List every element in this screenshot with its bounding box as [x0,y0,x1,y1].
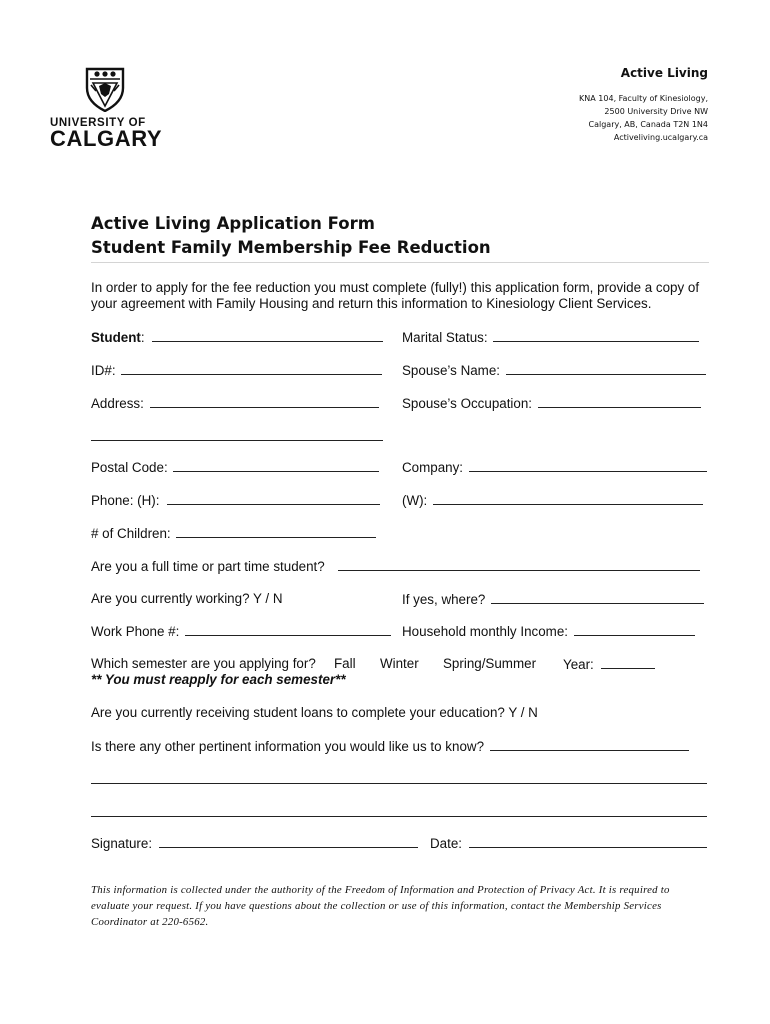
spouse-name-input-line[interactable] [506,362,706,375]
form-subtitle: Student Family Membership Fee Reduction [91,238,491,257]
if-yes-where-label: If yes, where? [402,592,486,607]
pertinent-info-input-line[interactable] [490,738,689,751]
date-input-line[interactable] [469,835,707,848]
address-line-4: Activeliving.ucalgary.ca [613,133,708,142]
semester-option-spring-summer[interactable]: Spring/Summer [443,656,537,671]
company-field[interactable] [402,459,707,475]
marital-status-label: Marital Status: [402,330,488,345]
full-part-time-label: Are you a full time or part time student? [91,559,325,574]
semester-option-winter[interactable]: Winter [380,656,419,671]
date-field[interactable] [430,835,707,851]
phone-home-label: Phone: (H): [91,493,160,508]
year-field[interactable] [563,656,655,672]
semester-option-fall[interactable]: Fall [334,656,356,671]
full-part-time-input-line[interactable] [338,558,700,571]
address-field[interactable] [91,395,379,411]
spouse-occupation-field[interactable] [402,395,701,411]
household-income-label: Household monthly Income: [402,624,568,639]
address-line-3: Calgary, AB, Canada T2N 1N4 [588,120,708,129]
work-phone-label: Work Phone #: [91,624,180,639]
household-income-field[interactable] [402,623,695,639]
student-colon: : [140,330,145,345]
signature-field[interactable] [91,835,418,851]
spouse-name-field[interactable] [402,362,706,378]
title-divider [91,262,709,263]
year-label: Year: [563,657,594,672]
company-input-line[interactable] [469,459,707,472]
full-part-time-field[interactable] [91,558,700,574]
postal-code-label: Postal Code: [91,460,168,475]
spouse-occupation-input-line[interactable] [538,395,701,408]
reapply-note: ** You must reapply for each semester** [91,672,346,687]
phone-home-input-line[interactable] [167,492,380,505]
student-field[interactable] [91,329,383,345]
currently-working-field[interactable] [91,591,283,606]
privacy-notice: This information is collected under the authority of the Freedom of Information and Protection of Privacy Act. It is required to evaluate your request. If you have questions about the collection or use of this information, contact the Membership Services Coordinator at 220-6562. [91,884,670,928]
university-logo [50,66,170,149]
spouse-occupation-label: Spouse’s Occupation: [402,396,533,411]
marital-status-field[interactable] [402,329,699,345]
calgary-text: CALGARY [50,126,163,151]
postal-code-field[interactable] [91,459,379,475]
university-of-text: UNIVERSITY OF [50,117,146,129]
pertinent-info-line-2[interactable] [91,771,707,784]
if-yes-where-field[interactable] [402,591,704,607]
if-yes-where-input-line[interactable] [491,591,704,604]
pertinent-info-line-3[interactable] [91,804,707,817]
address-line-1: KNA 104, Faculty of Kinesiology, [579,94,708,103]
children-input-line[interactable] [176,525,376,538]
company-label: Company: [402,460,464,475]
address-label: Address: [91,396,144,411]
intro-paragraph: In order to apply for the fee reduction you must complete (fully!) this application form, provide a copy of your agreement with Family Housing and return this information to Kinesiology Client Services. [91,280,700,311]
phone-work-field[interactable] [402,492,703,508]
org-address-block [579,66,708,144]
org-name: Active Living [620,66,708,80]
id-field[interactable] [91,362,382,378]
signature-input-line[interactable] [159,835,418,848]
date-label: Date: [430,836,463,851]
children-field[interactable] [91,525,376,541]
address-input-line[interactable] [150,395,379,408]
household-income-input-line[interactable] [574,623,695,636]
student-label: Student [91,330,141,345]
address-line-2: 2500 University Drive NW [604,107,708,116]
id-label: ID#: [91,363,116,378]
work-phone-input-line[interactable] [185,623,391,636]
signature-label: Signature: [91,836,153,851]
marital-status-input-line[interactable] [493,329,699,342]
form-title: Active Living Application Form [91,214,375,233]
pertinent-info-field[interactable] [91,738,689,754]
address-second-line[interactable] [91,428,383,441]
spouse-name-label: Spouse’s Name: [402,363,501,378]
year-input-line[interactable] [601,656,655,669]
phone-home-field[interactable] [91,492,380,508]
id-input-line[interactable] [121,362,382,375]
postal-code-input-line[interactable] [173,459,379,472]
semester-question: Which semester are you applying for? [91,656,316,671]
work-phone-field[interactable] [91,623,391,639]
children-label: # of Children: [91,526,171,541]
student-input-line[interactable] [152,329,383,342]
currently-working-label: Are you currently working? Y / N [91,591,283,606]
pertinent-info-label: Is there any other pertinent information you would like us to know? [91,739,485,754]
university-crest-icon [83,66,127,112]
phone-work-input-line[interactable] [433,492,703,505]
student-loans-question[interactable]: Are you currently receiving student loans to complete your education? Y / N [91,705,538,720]
phone-work-label: (W): [402,493,428,508]
